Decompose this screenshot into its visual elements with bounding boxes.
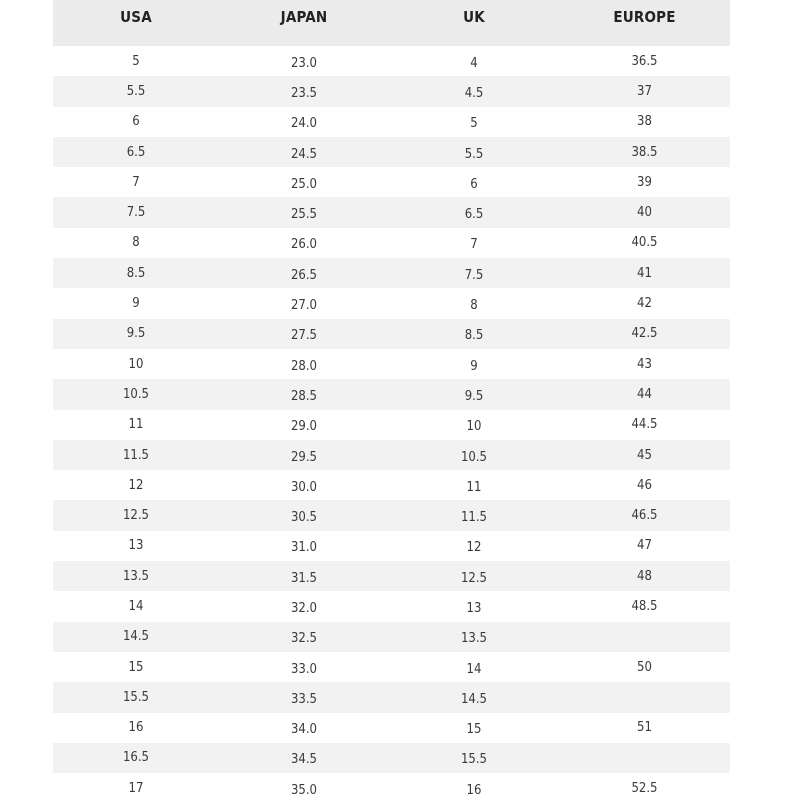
cell-japan: 24.0: [290, 116, 318, 132]
cell-europe: 40.5: [631, 235, 658, 251]
table-row: [53, 197, 730, 227]
cell-japan: 23.5: [290, 85, 318, 101]
cell-japan: 34.0: [290, 722, 318, 738]
cell-usa: 7.5: [126, 205, 146, 221]
cell-usa: 16: [128, 720, 144, 736]
table-row: [53, 319, 730, 349]
cell-japan: 30.0: [290, 479, 318, 495]
table-row: [53, 410, 730, 440]
cell-usa: 11: [128, 417, 144, 433]
cell-japan: 27.5: [290, 328, 318, 344]
cell-europe: 36.5: [631, 53, 658, 69]
table-row: [53, 46, 730, 76]
cell-usa: 5.5: [126, 83, 146, 99]
cell-europe: 42.5: [631, 326, 658, 342]
cell-uk: 11: [466, 479, 482, 495]
cell-europe: 47: [637, 538, 652, 554]
table-row: [53, 591, 730, 621]
cell-europe: 46: [637, 477, 652, 493]
cell-japan: 31.0: [290, 540, 318, 556]
cell-uk: 9: [470, 358, 478, 374]
cell-uk: 13.5: [460, 631, 488, 647]
cell-europe: 39: [637, 174, 652, 190]
cell-usa: 16.5: [122, 750, 150, 766]
cell-europe: [559, 682, 730, 712]
cell-usa: 6.5: [126, 144, 146, 160]
table-row: [53, 258, 730, 288]
cell-europe: 38: [637, 114, 652, 130]
header-japan: JAPAN: [280, 8, 328, 26]
cell-japan: 25.0: [290, 176, 318, 192]
cell-uk: 8.5: [464, 328, 484, 344]
cell-europe: 50: [637, 659, 652, 675]
cell-usa: 14.5: [122, 629, 150, 645]
table-row: [53, 531, 730, 561]
table-row: [53, 107, 730, 137]
cell-europe: [559, 743, 730, 773]
cell-usa: 7: [132, 174, 140, 190]
cell-usa: 12.5: [122, 508, 150, 524]
cell-usa: 15.5: [122, 689, 150, 705]
cell-japan: 29.0: [290, 419, 318, 435]
size-conversion-table: [53, 0, 730, 803]
cell-japan: 32.0: [290, 600, 318, 616]
cell-japan: 29.5: [290, 449, 318, 465]
cell-usa: 14: [128, 598, 144, 614]
cell-uk: 4.5: [464, 85, 484, 101]
cell-japan: 26.5: [290, 267, 318, 283]
table-row: [53, 76, 730, 106]
cell-uk: 14: [466, 661, 482, 677]
cell-japan: 34.5: [290, 752, 318, 768]
cell-japan: 31.5: [290, 570, 318, 586]
cell-europe: 48: [637, 568, 652, 584]
cell-japan: 35.0: [290, 782, 318, 798]
cell-japan: 28.5: [290, 388, 318, 404]
cell-usa: 15: [128, 659, 144, 675]
cell-europe: 43: [637, 356, 652, 372]
cell-europe: 46.5: [631, 508, 658, 524]
table-row: [53, 440, 730, 470]
cell-uk: 8: [470, 298, 478, 314]
cell-usa: 9.5: [126, 326, 146, 342]
table-row: [53, 288, 730, 318]
table-row: [53, 349, 730, 379]
cell-uk: 9.5: [464, 388, 484, 404]
cell-japan: 30.5: [290, 510, 318, 526]
cell-europe: 40: [637, 205, 652, 221]
cell-uk: 7.5: [464, 267, 484, 283]
cell-uk: 5.5: [464, 146, 484, 162]
table-row: [53, 682, 730, 712]
cell-japan: 33.5: [290, 691, 318, 707]
cell-uk: 12: [466, 540, 482, 556]
cell-europe: [559, 622, 730, 652]
table-row: [53, 622, 730, 652]
cell-europe: 44: [637, 386, 652, 402]
cell-usa: 17: [128, 780, 144, 796]
cell-europe: 51: [637, 720, 652, 736]
cell-europe: 44.5: [631, 417, 658, 433]
cell-uk: 6.5: [464, 207, 484, 223]
table-row: [53, 228, 730, 258]
cell-usa: 6: [132, 114, 140, 130]
table-row: [53, 167, 730, 197]
cell-usa: 12: [128, 477, 144, 493]
cell-uk: 14.5: [460, 691, 488, 707]
table-row: [53, 713, 730, 743]
cell-europe: 48.5: [631, 598, 658, 614]
table-row: [53, 500, 730, 530]
cell-uk: 6: [470, 176, 478, 192]
cell-japan: 26.0: [290, 237, 318, 253]
cell-europe: 41: [637, 265, 652, 281]
cell-usa: 13: [128, 538, 144, 554]
cell-japan: 33.0: [290, 661, 318, 677]
cell-uk: 4: [470, 55, 478, 71]
cell-europe: 45: [637, 447, 652, 463]
cell-uk: 15.5: [460, 752, 488, 768]
header-usa: USA: [120, 8, 152, 26]
table-header: [53, 0, 730, 46]
cell-usa: 8.5: [126, 265, 146, 281]
cell-uk: 16: [466, 782, 482, 798]
cell-uk: 11.5: [460, 510, 488, 526]
cell-usa: 8: [132, 235, 140, 251]
cell-uk: 10.5: [460, 449, 488, 465]
cell-japan: 27.0: [290, 298, 318, 314]
cell-europe: 52.5: [631, 780, 658, 796]
cell-usa: 11.5: [122, 447, 150, 463]
table-row: [53, 652, 730, 682]
cell-europe: 38.5: [631, 144, 658, 160]
cell-usa: 10.5: [122, 386, 150, 402]
cell-uk: 15: [466, 722, 482, 738]
cell-uk: 13: [466, 600, 482, 616]
table-row: [53, 561, 730, 591]
header-row: [53, 0, 730, 46]
cell-japan: 32.5: [290, 631, 318, 647]
cell-uk: 7: [470, 237, 478, 253]
header-europe: EUROPE: [613, 8, 676, 26]
cell-uk: 12.5: [460, 570, 488, 586]
cell-uk: 10: [466, 419, 482, 435]
cell-japan: 28.0: [290, 358, 318, 374]
cell-usa: 13.5: [122, 568, 150, 584]
cell-uk: 5: [470, 116, 478, 132]
cell-europe: 37: [637, 83, 652, 99]
cell-usa: 5: [132, 53, 140, 69]
cell-usa: 9: [132, 296, 140, 312]
header-uk: UK: [463, 8, 485, 26]
cell-japan: 23.0: [290, 55, 318, 71]
table-row: [53, 743, 730, 773]
table-body: [53, 46, 730, 803]
table-row: [53, 773, 730, 803]
table-row: [53, 379, 730, 409]
cell-japan: 24.5: [290, 146, 318, 162]
cell-japan: 25.5: [290, 207, 318, 223]
cell-usa: 10: [128, 356, 144, 372]
table-row: [53, 470, 730, 500]
table-row: [53, 137, 730, 167]
cell-europe: 42: [637, 296, 652, 312]
